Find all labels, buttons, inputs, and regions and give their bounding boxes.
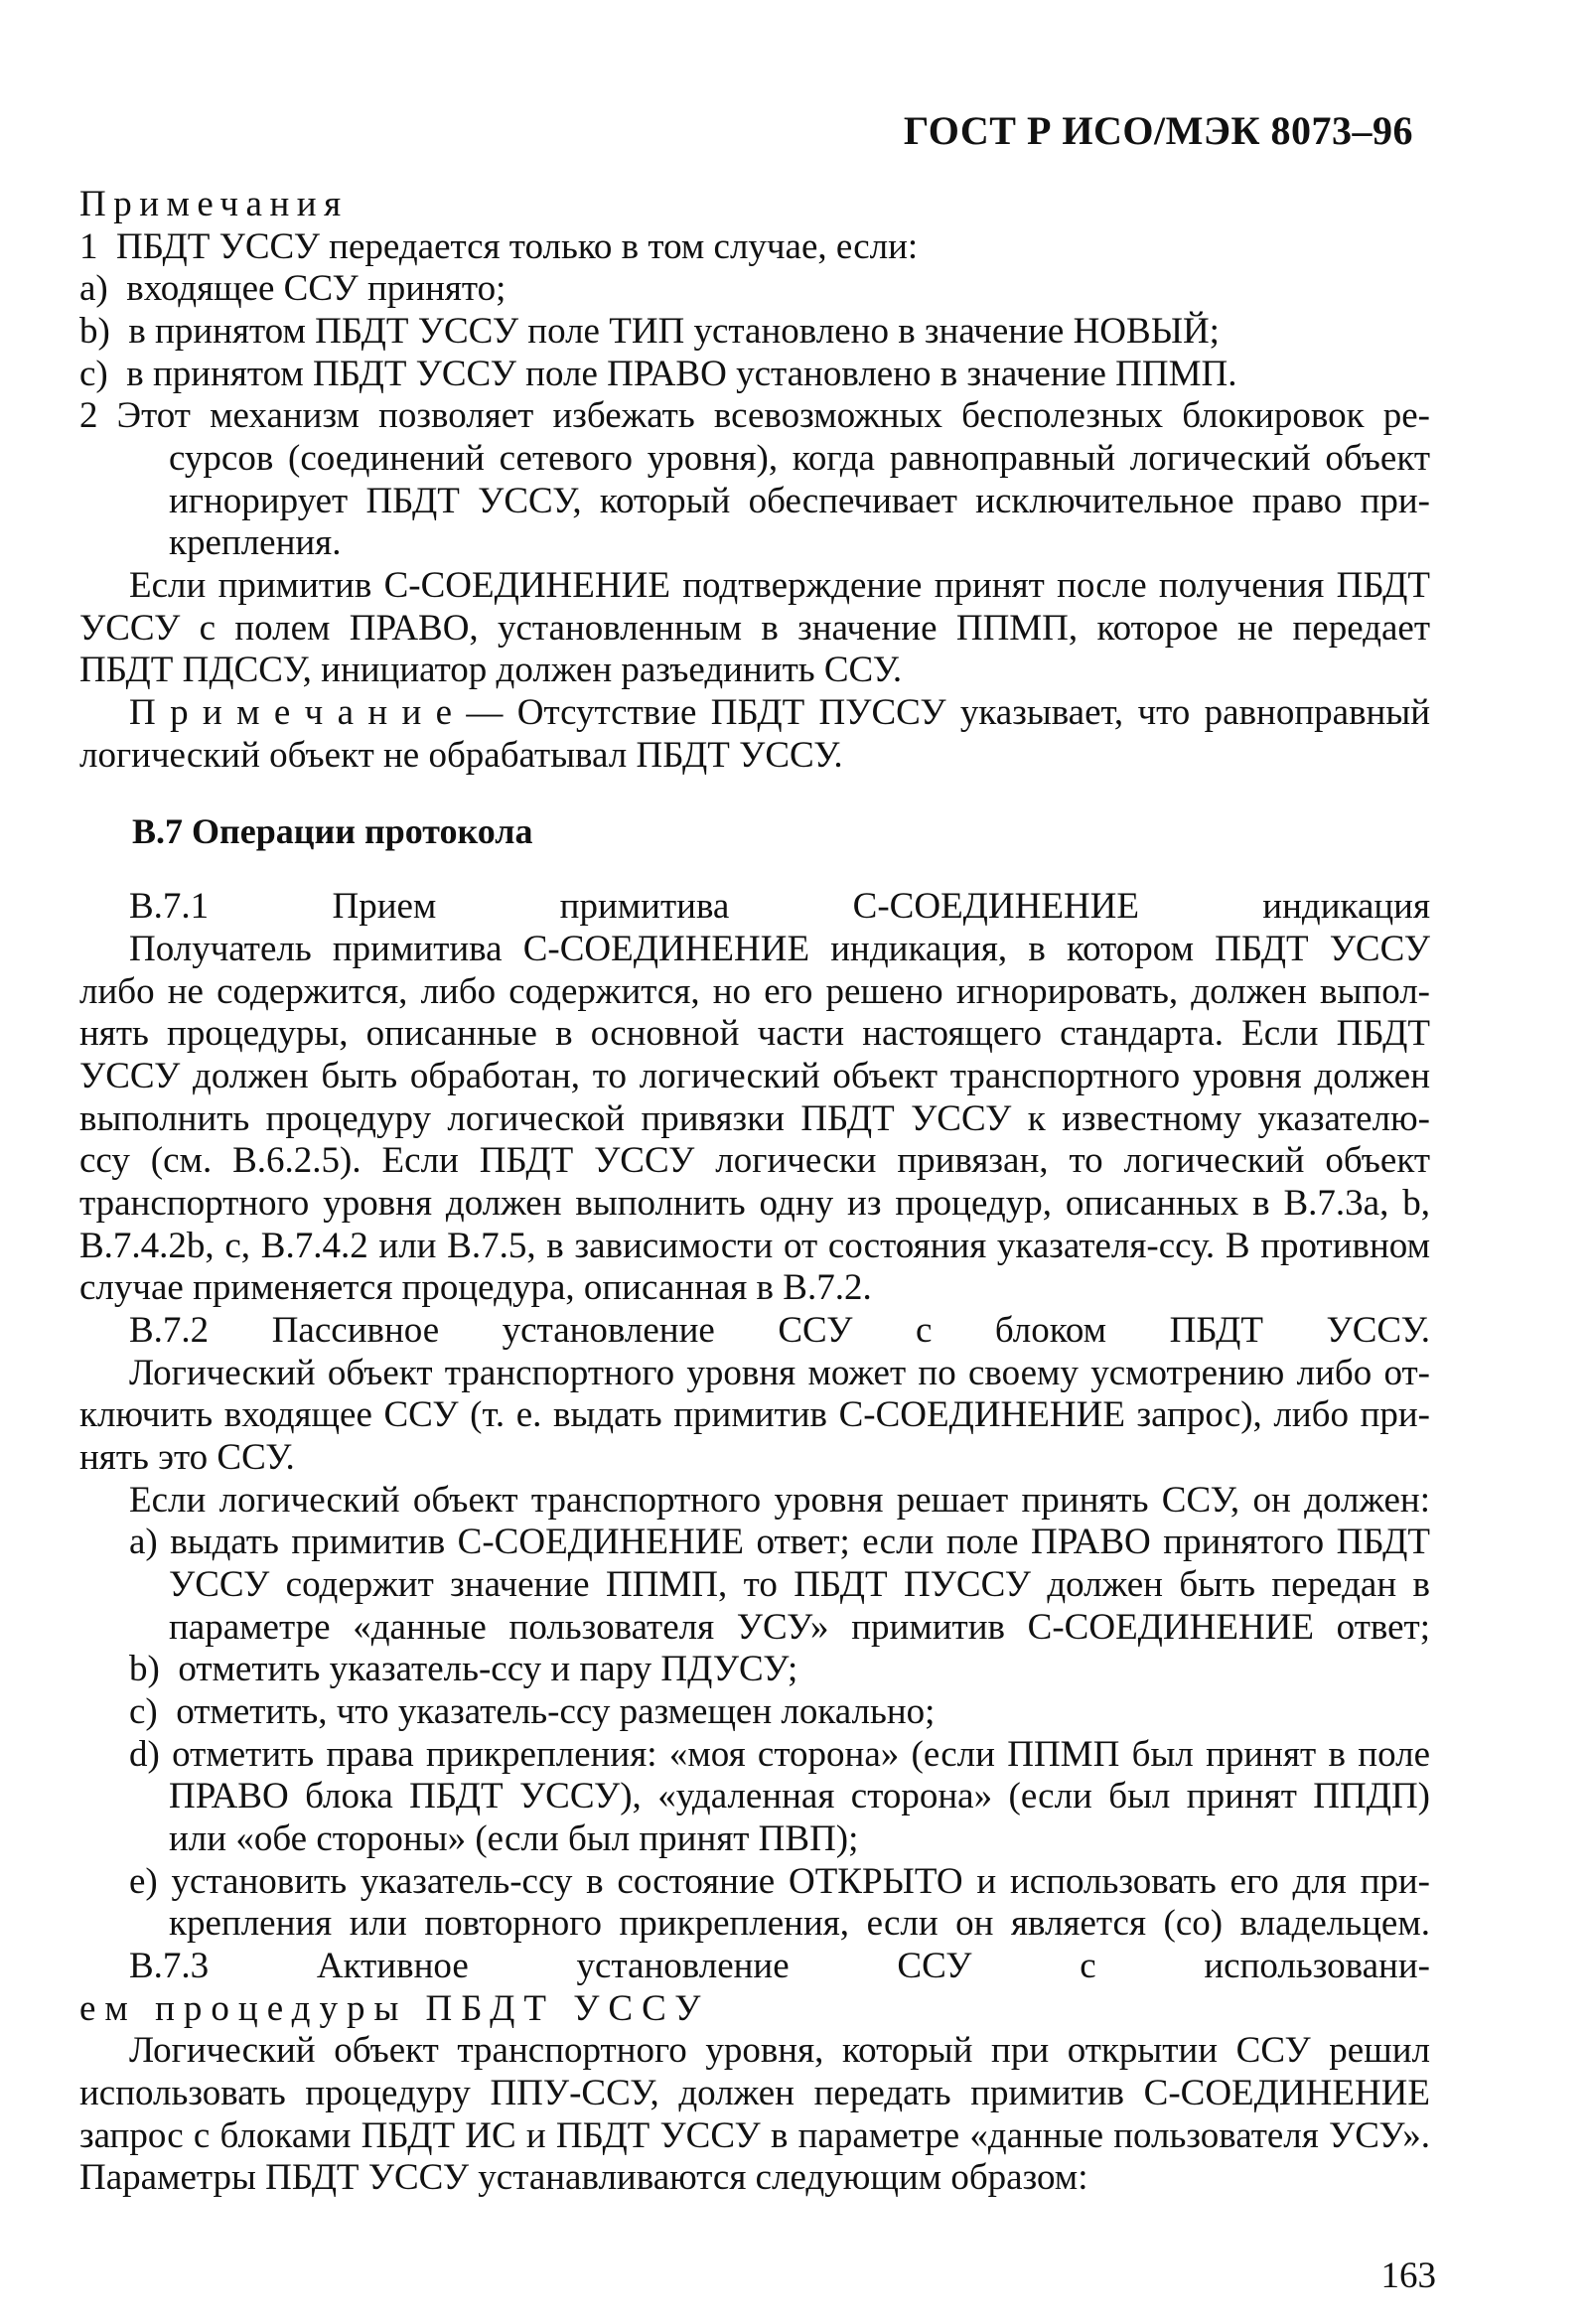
subsection-heading: ем процедуры ПБДТ УССУ (79, 1988, 710, 2029)
list-item: e) установить указатель-ссу в состояние ОТКРЫТО и использовать его для при- (129, 1861, 1430, 1902)
list-item: a) выдать примитив С-СОЕДИНЕНИЕ ответ; если поле ПРАВО принятого ПБДТ (129, 1522, 1430, 1562)
document-header: ГОСТ Р ИСО/МЭК 8073–96 (903, 108, 1413, 153)
list-item: или «обе стороны» (если был принят ПВП); (169, 1818, 859, 1859)
text-line: ключить входящее ССУ (т. е. выдать примитив С-СОЕДИНЕНИЕ запрос), либо при- (79, 1394, 1430, 1435)
text-line: выполнить процедуру логической привязки ПБДТ УССУ к известному указателю- (79, 1098, 1430, 1139)
list-item: крепления или повторного прикрепления, если он является (со) владельцем. (169, 1903, 1430, 1944)
note-line: П р и м е ч а н и е — Отсутствие ПБДТ ПУССУ указывает, что равноправный (129, 692, 1430, 733)
text-line: случае применяется процедура, описанная в В.7.2. (79, 1267, 872, 1308)
text-line: нять это ССУ. (79, 1437, 295, 1478)
list-item: ПРАВО блока ПБДТ УССУ), «удаленная сторона» (если был принят ППДП) (169, 1776, 1430, 1816)
section-heading: В.7 Операции протокола (132, 811, 533, 851)
text-line: Получатель примитива С-СОЕДИНЕНИЕ индикация, в котором ПБДТ УССУ (129, 929, 1430, 969)
subsection-heading: В.7.3 Активное установление ССУ с использовани- (129, 1946, 1430, 1986)
text-line: использовать процедуру ППУ-ССУ, должен передать примитив С-СОЕДИНЕНИЕ (79, 2073, 1430, 2113)
text-line: 2 Этот механизм позволяет избежать всевозможных бесполезных блокировок ре- (79, 395, 1430, 436)
text-line: b) в принятом ПБДТ УССУ поле ТИП установлено в значение НОВЫЙ; (79, 311, 1220, 352)
note-line: логический объект не обрабатывал ПБДТ УССУ. (79, 735, 843, 776)
text-line: Параметры ПБДТ УССУ устанавливаются следующим образом: (79, 2157, 1088, 2198)
text-line: Если примитив С-СОЕДИНЕНИЕ подтверждение принят после получения ПБДТ (129, 565, 1430, 606)
text-line: Если логический объект транспортного уровня решает принять ССУ, он должен: (129, 1480, 1430, 1521)
text-line: ссу (см. В.6.2.5). Если ПБДТ УССУ логически привязан, то логический объект (79, 1140, 1430, 1181)
text-line: нять процедуры, описанные в основной части настоящего стандарта. Если ПБДТ (79, 1013, 1430, 1054)
text-line: транспортного уровня должен выполнить одну из процедур, описанных в В.7.3а, b, (79, 1183, 1430, 1224)
list-item: параметре «данные пользователя УСУ» примитив С-СОЕДИНЕНИЕ ответ; (169, 1607, 1430, 1648)
list-item: c) отметить, что указатель-ссу размещен локально; (129, 1691, 936, 1732)
text-line: c) в принятом ПБДТ УССУ поле ПРАВО установлено в значение ППМП. (79, 354, 1237, 394)
text-line: В.7.4.2b, с, В.7.4.2 или В.7.5, в зависимости от состояния указателя-ссу. В противном (79, 1226, 1430, 1266)
text-line: ПБДТ ПДССУ, инициатор должен разъединить ССУ. (79, 650, 903, 690)
text-line: запрос с блоками ПБДТ ИС и ПБДТ УССУ в параметре «данные пользователя УСУ». (79, 2115, 1430, 2156)
text-line: либо не содержится, либо содержится, но его решено игнорировать, должен выпол- (79, 971, 1430, 1012)
list-item: УССУ содержит значение ППМП, то ПБДТ ПУССУ должен быть передан в (169, 1564, 1430, 1605)
page-number: 163 (1380, 2255, 1436, 2296)
text-line: игнорирует ПБДТ УССУ, который обеспечивает исключительное право при- (169, 481, 1430, 521)
text-line: Логический объект транспортного уровня может по своему усмотрению либо от- (129, 1353, 1430, 1393)
text-line: Примечания (79, 184, 349, 224)
list-item: b) отметить указатель-ссу и пару ПДУСУ; (129, 1649, 798, 1689)
text-line: Логический объект транспортного уровня, который при открытии ССУ решил (129, 2030, 1430, 2071)
text-line: 1 ПБДТ УССУ передается только в том случае, если: (79, 226, 919, 267)
text-line: крепления. (169, 522, 342, 563)
text-line: сурсов (соединений сетевого уровня), когда равноправный логический объект (169, 438, 1430, 479)
list-item: d) отметить права прикрепления: «моя сторона» (если ППМП был принят в поле (129, 1734, 1430, 1775)
subsection-heading: В.7.1 Прием примитива С-СОЕДИНЕНИЕ индикация (129, 886, 1430, 927)
text-line: УССУ с полем ПРАВО, установленным в значение ППМП, которое не передает (79, 608, 1430, 649)
text-line: a) входящее ССУ принято; (79, 268, 506, 309)
subsection-heading: В.7.2 Пассивное установление ССУ с блоком ПБДТ УССУ. (129, 1310, 1430, 1351)
text-line: УССУ должен быть обработан, то логический объект транспортного уровня должен (79, 1056, 1430, 1096)
